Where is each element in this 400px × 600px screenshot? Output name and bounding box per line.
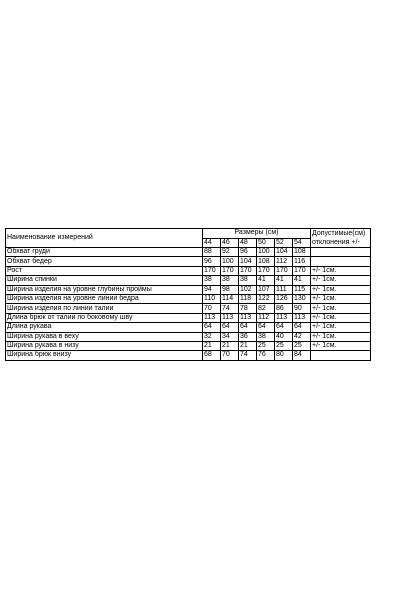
tolerance-value: +/- 1см. (311, 341, 371, 350)
measurement-name: Обхват бедер (6, 257, 203, 266)
measurement-value: 113 (275, 313, 293, 322)
measurement-name: Ширина изделия на уровне глубины проймы (6, 285, 203, 294)
table-row (6, 341, 371, 350)
measurement-value: 64 (221, 323, 239, 332)
table-row (6, 313, 371, 322)
table-row (6, 351, 371, 360)
measurement-value: 74 (221, 304, 239, 313)
measurement-value: 86 (275, 304, 293, 313)
measurement-value: 100 (221, 257, 239, 266)
measurement-name: Ширина рукава в низу (6, 341, 203, 350)
tolerance-value (311, 257, 371, 266)
measurement-value: 113 (221, 313, 239, 322)
measurement-value: 115 (293, 285, 311, 294)
measurement-value: 64 (257, 323, 275, 332)
measurement-name: Длина брюк от талии по боковому шву (6, 313, 203, 322)
measurement-value: 70 (221, 351, 239, 360)
measurement-name: Обхват груди (6, 248, 203, 257)
measurement-value: 64 (293, 323, 311, 332)
table-row (6, 323, 371, 332)
measurement-name: Ширина брюк внизу (6, 351, 203, 360)
tolerance-value: +/- 1см. (311, 276, 371, 285)
measurement-value: 68 (203, 351, 221, 360)
size-cell: 54 (293, 238, 311, 248)
size-cell: 52 (275, 238, 293, 248)
measurement-value: 76 (257, 351, 275, 360)
table-row (6, 248, 371, 257)
measurement-value: 108 (257, 257, 275, 266)
measurement-value: 102 (239, 285, 257, 294)
measurement-value: 88 (203, 248, 221, 257)
measurement-name: Ширина изделия на уровне линии бедра (6, 294, 203, 303)
size-chart (5, 228, 371, 361)
size-cell: 46 (221, 238, 239, 248)
measurement-value: 116 (293, 257, 311, 266)
measurement-value: 130 (293, 294, 311, 303)
table-row (6, 285, 371, 294)
measurement-value: 94 (203, 285, 221, 294)
measurement-value: 170 (239, 266, 257, 275)
measurement-value: 38 (221, 276, 239, 285)
measurement-value: 112 (275, 257, 293, 266)
measurement-value: 70 (203, 304, 221, 313)
size-cell: 44 (203, 238, 221, 248)
measurement-value: 170 (275, 266, 293, 275)
measurement-value: 122 (257, 294, 275, 303)
measurement-value: 34 (221, 332, 239, 341)
measurement-value: 64 (275, 323, 293, 332)
tolerance-value: +/- 1см. (311, 294, 371, 303)
header-tolerance-line2: отклонения +/- (312, 239, 360, 246)
tolerance-value (311, 351, 371, 360)
measurement-value: 36 (239, 332, 257, 341)
size-cell: 50 (257, 238, 275, 248)
measurement-value: 170 (203, 266, 221, 275)
header-tolerance-line1: Допустимые(см) (312, 230, 366, 237)
tolerance-value: +/- 1см. (311, 313, 371, 322)
measurement-value: 21 (221, 341, 239, 350)
measurement-value: 104 (239, 257, 257, 266)
table-row (6, 276, 371, 285)
measurement-value: 38 (203, 276, 221, 285)
measurement-value: 108 (293, 248, 311, 257)
measurement-value: 84 (293, 351, 311, 360)
measurement-value: 114 (221, 294, 239, 303)
measurement-value: 64 (239, 323, 257, 332)
measurement-value: 42 (293, 332, 311, 341)
measurement-value: 90 (293, 304, 311, 313)
tolerance-value: +/- 1см. (311, 332, 371, 341)
measurement-value: 21 (203, 341, 221, 350)
measurement-value: 113 (239, 313, 257, 322)
measurement-name: Рост (6, 266, 203, 275)
measurement-value: 98 (221, 285, 239, 294)
table-row (6, 257, 371, 266)
measurement-value: 100 (257, 248, 275, 257)
measurement-value: 118 (239, 294, 257, 303)
measurement-value: 170 (221, 266, 239, 275)
table-row (6, 266, 371, 275)
measurement-value: 126 (275, 294, 293, 303)
measurement-value: 80 (275, 351, 293, 360)
table-row (6, 304, 371, 313)
measurement-value: 82 (257, 304, 275, 313)
measurement-value: 112 (257, 313, 275, 322)
measurement-value: 21 (239, 341, 257, 350)
measurement-value: 113 (203, 313, 221, 322)
measurement-value: 41 (257, 276, 275, 285)
measurement-value: 111 (275, 285, 293, 294)
measurement-name: Ширина спинки (6, 276, 203, 285)
tolerance-value: +/- 1см. (311, 285, 371, 294)
header-measurement-name: Наименование измерений (6, 229, 203, 248)
table-header-row (6, 229, 371, 239)
measurement-name: Ширина рукава в веху (6, 332, 203, 341)
header-tolerance (311, 229, 371, 248)
measurement-value: 25 (257, 341, 275, 350)
measurement-value: 78 (239, 304, 257, 313)
size-cell: 48 (239, 238, 257, 248)
measurement-value: 170 (293, 266, 311, 275)
measurement-value: 25 (275, 341, 293, 350)
measurement-value: 38 (257, 332, 275, 341)
measurement-value: 32 (203, 332, 221, 341)
measurement-value: 64 (203, 323, 221, 332)
measurement-value: 41 (275, 276, 293, 285)
tolerance-value (311, 248, 371, 257)
measurement-value: 74 (239, 351, 257, 360)
measurement-name: Длина рукава (6, 323, 203, 332)
measurement-value: 104 (275, 248, 293, 257)
measurement-value: 107 (257, 285, 275, 294)
measurement-value: 25 (293, 341, 311, 350)
measurement-value: 113 (293, 313, 311, 322)
table-row (6, 294, 371, 303)
measurement-value: 92 (221, 248, 239, 257)
measurement-value: 96 (203, 257, 221, 266)
table-row (6, 332, 371, 341)
measurement-name: Ширина изделия по линии талии (6, 304, 203, 313)
measurement-value: 96 (239, 248, 257, 257)
measurement-value: 170 (257, 266, 275, 275)
measurement-value: 38 (239, 276, 257, 285)
measurement-value: 40 (275, 332, 293, 341)
tolerance-value: +/- 1см. (311, 323, 371, 332)
header-sizes: Размеры (см) (203, 229, 311, 239)
measurement-value: 41 (293, 276, 311, 285)
measurement-value: 110 (203, 294, 221, 303)
size-table (5, 228, 371, 361)
tolerance-value: +/- 1см. (311, 304, 371, 313)
tolerance-value: +/- 1см. (311, 266, 371, 275)
